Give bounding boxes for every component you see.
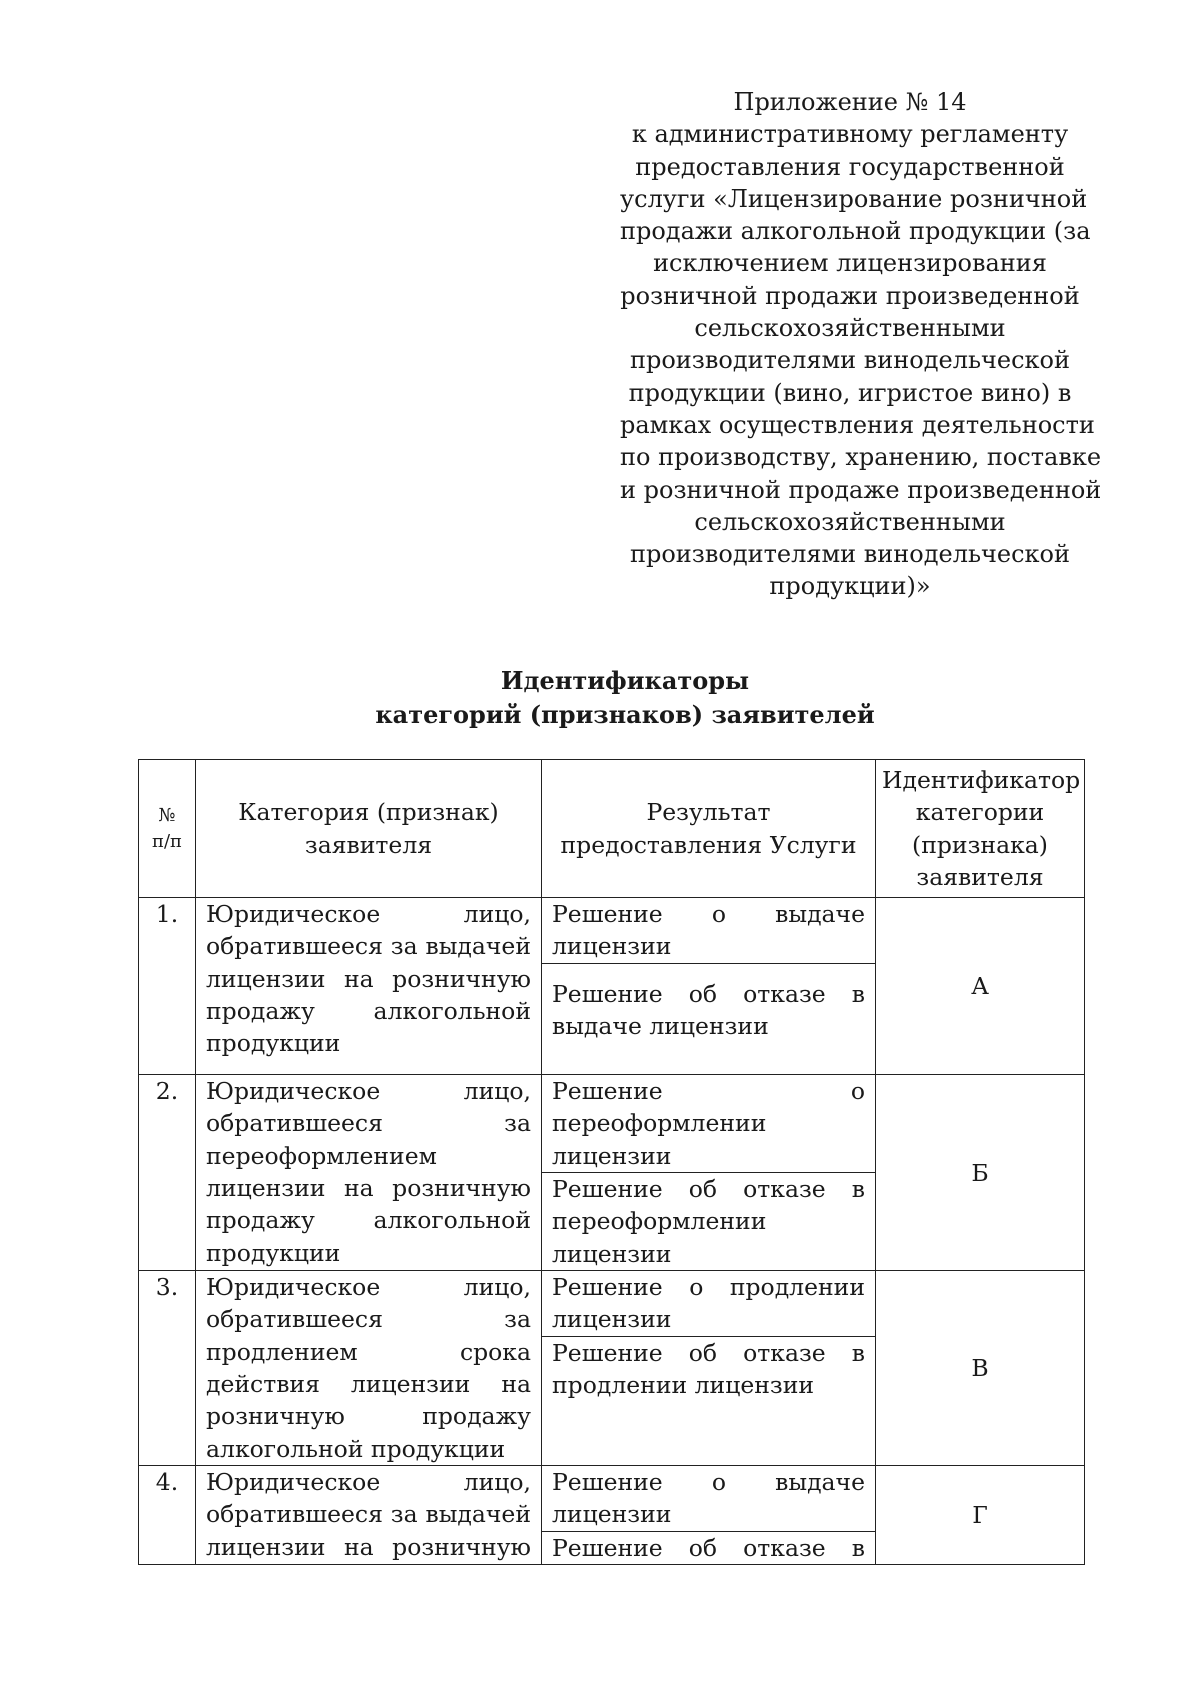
table-row <box>139 898 1085 964</box>
appendix-line: и розничной продаже произведенной <box>620 475 1102 504</box>
appendix-line: производителями винодельческой <box>630 346 1070 375</box>
header-number-abbr: п/п <box>151 830 183 852</box>
appendix-line: сельскохозяйственными <box>694 507 1006 536</box>
appendix-line: розничной продажи произведенной <box>620 281 1080 310</box>
appendix-header <box>620 86 1102 603</box>
row-number: 2. <box>139 1075 196 1271</box>
appendix-line: предоставления государственной <box>635 152 1065 181</box>
appendix-line: продажи алкогольной продукции (за <box>620 217 1091 246</box>
header-category: Категория (признак) заявителя <box>196 760 542 898</box>
row-identifier: А <box>876 898 1085 1075</box>
row-identifier: Г <box>876 1466 1085 1565</box>
row-identifier: Б <box>876 1075 1085 1271</box>
row-number: 1. <box>139 898 196 1075</box>
title-line-1: Идентификаторы <box>500 666 750 695</box>
row-category: Юридическое лицо, обратившееся за выдачей лицензии на розничную <box>196 1466 542 1565</box>
row-result: Решение о продлении лицензии <box>542 1271 876 1337</box>
document-title <box>130 664 1120 732</box>
row-result: Решение об отказе в продлении лицензии <box>542 1337 876 1466</box>
row-result: Решение об отказе в переоформлении лицензии <box>542 1173 876 1271</box>
table-row <box>139 1466 1085 1532</box>
header-identifier: Идентификатор категории (признака) заявителя <box>876 760 1085 898</box>
row-number: 3. <box>139 1271 196 1466</box>
appendix-line: продукции)» <box>769 572 931 601</box>
identifiers-table <box>138 759 1085 1565</box>
row-category: Юридическое лицо, обратившееся за выдачей лицензии на розничную продажу алкогольной продукции <box>196 898 542 1075</box>
header-number <box>139 760 196 898</box>
appendix-line: по производству, хранению, поставке <box>620 443 1102 472</box>
appendix-line: Приложение № 14 <box>733 88 967 116</box>
row-result: Решение о выдаче лицензии <box>542 1466 876 1532</box>
table-row <box>139 1271 1085 1337</box>
appendix-line: исключением лицензирования <box>653 249 1047 278</box>
appendix-line: продукции (вино, игристое вино) в <box>628 378 1072 407</box>
header-result: Результат предоставления Услуги <box>542 760 876 898</box>
row-result: Решение о выдаче лицензии <box>542 898 876 964</box>
row-result: Решение об отказе в <box>542 1532 876 1565</box>
row-number: 4. <box>139 1466 196 1565</box>
appendix-line: рамках осуществления деятельности <box>620 410 1095 439</box>
table-header-row <box>139 760 1085 898</box>
row-category: Юридическое лицо, обратившееся за переоформлением лицензии на розничную продажу алкогольной продукции <box>196 1075 542 1271</box>
appendix-line: производителями винодельческой <box>630 540 1070 569</box>
header-number-symbol: № <box>158 804 176 826</box>
table-row <box>139 1075 1085 1173</box>
title-line-2: категорий (признаков) заявителей <box>375 700 875 729</box>
row-category: Юридическое лицо, обратившееся за продлением срока действия лицензии на розничную продажу алкогольной продукции <box>196 1271 542 1466</box>
appendix-line: услуги «Лицензирование розничной <box>620 184 1088 213</box>
appendix-line: к административному регламенту <box>631 120 1069 149</box>
row-identifier: В <box>876 1271 1085 1466</box>
row-result: Решение об отказе в выдаче лицензии <box>542 964 876 1075</box>
appendix-line: сельскохозяйственными <box>694 314 1006 343</box>
row-result: Решение о переоформлении лицензии <box>542 1075 876 1173</box>
